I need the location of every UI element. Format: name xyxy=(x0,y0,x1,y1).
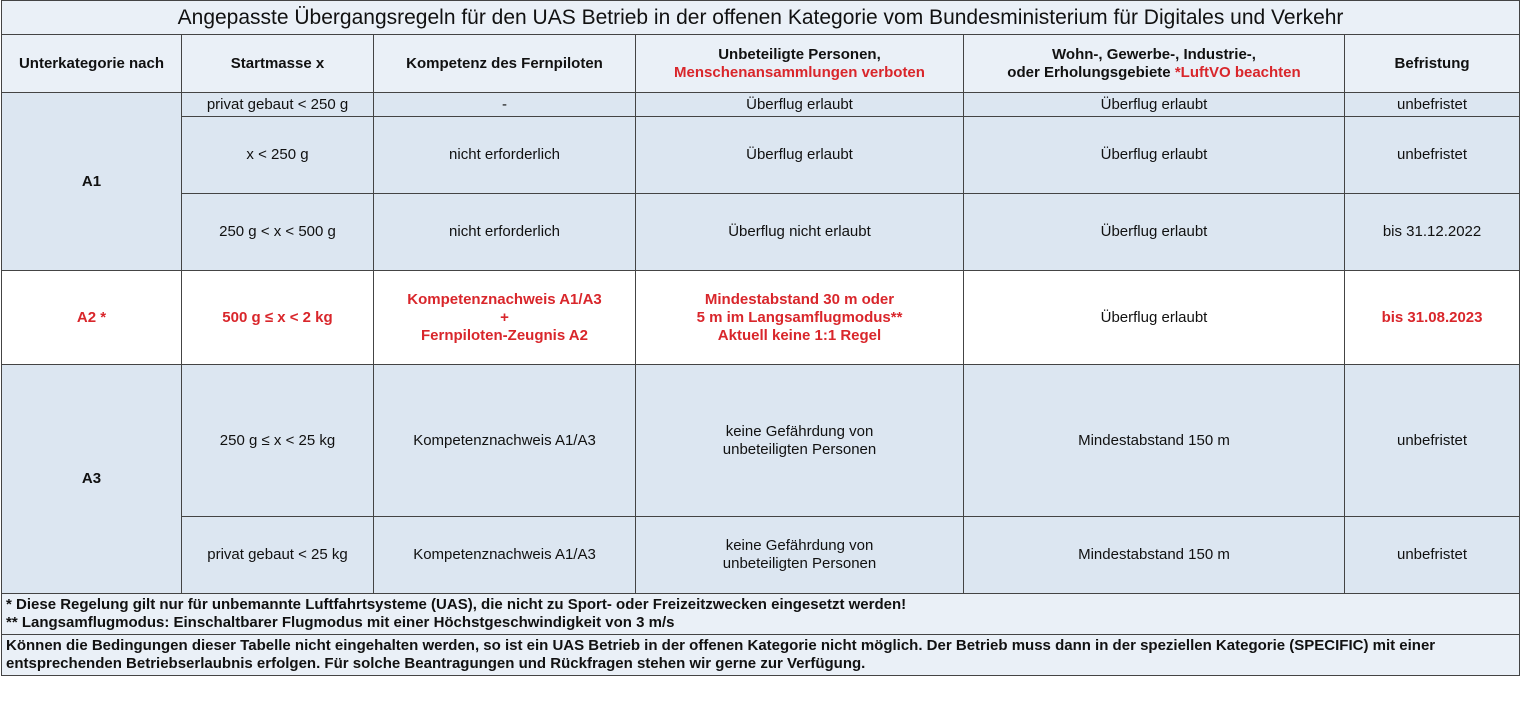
table-row xyxy=(2,93,1520,117)
persons-line3: Aktuell keine 1:1 Regel xyxy=(717,326,882,344)
table-row xyxy=(2,117,1520,194)
cell-mass: 250 g ≤ x < 25 kg xyxy=(182,365,374,517)
cell-areas: Überflug erlaubt xyxy=(964,194,1345,271)
cell-mass: 500 g ≤ x < 2 kg xyxy=(182,271,374,365)
cell-mass: 250 g < x < 500 g xyxy=(182,194,374,271)
subcategory-a3: A3 xyxy=(2,365,182,594)
table-row xyxy=(2,194,1520,271)
header-persons-line2: Menschenansammlungen verboten xyxy=(674,63,925,81)
uas-rules-table xyxy=(1,0,1520,676)
cell-areas: Überflug erlaubt xyxy=(964,271,1345,365)
cell-mass: privat gebaut < 250 g xyxy=(182,93,374,117)
persons-line2: unbeteiligten Personen xyxy=(722,555,877,572)
cell-term: unbefristet xyxy=(1345,517,1520,594)
cell-mass: privat gebaut < 25 kg xyxy=(182,517,374,594)
cell-competence: Kompetenznachweis A1/A3 xyxy=(374,365,636,517)
competence-line1: Kompetenznachweis A1/A3 xyxy=(407,290,602,308)
cell-competence xyxy=(374,271,636,365)
header-term: Befristung xyxy=(1345,35,1520,93)
cell-areas: Mindestabstand 150 m xyxy=(964,517,1345,594)
cell-persons: Überflug erlaubt xyxy=(636,93,964,117)
cell-term: bis 31.08.2023 xyxy=(1345,271,1520,365)
header-persons-line1: Unbeteiligte Personen, xyxy=(718,45,881,63)
cell-areas: Überflug erlaubt xyxy=(964,117,1345,194)
header-persons xyxy=(636,35,964,93)
header-areas-luftvo: *LuftVO beachten xyxy=(1174,63,1301,81)
table-row xyxy=(2,271,1520,365)
cell-competence: Kompetenznachweis A1/A3 xyxy=(374,517,636,594)
cell-term: bis 31.12.2022 xyxy=(1345,194,1520,271)
cell-persons xyxy=(636,271,964,365)
footnote-1: * Diese Regelung gilt nur für unbemannte Luftfahrtsysteme (UAS), die nicht zu Sport- oder Freizeitzwecken eingesetzt werden! xyxy=(6,596,907,613)
table-row xyxy=(2,365,1520,517)
cell-term: unbefristet xyxy=(1345,365,1520,517)
header-areas-line2 xyxy=(967,64,1341,82)
persons-line1: keine Gefährdung von xyxy=(725,422,874,440)
subcategory-a2: A2 * xyxy=(2,271,182,365)
persons-line1: keine Gefährdung von xyxy=(725,537,874,554)
closing-note: Können die Bedingungen dieser Tabelle nicht eingehalten werden, so ist ein UAS Betrieb in der offenen Kategorie nicht möglich. Der Betrieb muss dann in der speziellen Kategorie (SPECIFIC) mit einer entsprechenden Betriebserlaubnis erfolgen. Für solche Beantragungen und Rückfragen stehen wir gerne zur Verfügung. xyxy=(2,635,1520,676)
cell-persons xyxy=(636,517,964,594)
competence-line3: Fernpiloten-Zeugnis A2 xyxy=(421,326,588,344)
footnotes xyxy=(2,594,1520,635)
header-areas-prefix: oder Erholungsgebiete xyxy=(1007,63,1175,81)
persons-line1: Mindestabstand 30 m oder xyxy=(704,290,895,308)
table-row xyxy=(2,517,1520,594)
persons-line2: 5 m im Langsamflugmodus** xyxy=(696,308,903,326)
header-subcategory: Unterkategorie nach xyxy=(2,35,182,93)
header-competence: Kompetenz des Fernpiloten xyxy=(374,35,636,93)
cell-mass: x < 250 g xyxy=(182,117,374,194)
cell-areas: Überflug erlaubt xyxy=(964,93,1345,117)
header-areas-line1: Wohn-, Gewerbe-, Industrie-, xyxy=(1052,45,1256,63)
header-start-mass: Startmasse x xyxy=(182,35,374,93)
cell-areas: Mindestabstand 150 m xyxy=(964,365,1345,517)
subcategory-a1: A1 xyxy=(2,93,182,271)
competence-line2: + xyxy=(500,308,509,326)
cell-competence: - xyxy=(374,93,636,117)
table-title: Angepasste Übergangsregeln für den UAS Betrieb in der offenen Kategorie vom Bundesministerium für Digitales und Verkehr xyxy=(2,1,1520,35)
cell-term: unbefristet xyxy=(1345,117,1520,194)
cell-competence: nicht erforderlich xyxy=(374,117,636,194)
cell-persons xyxy=(636,365,964,517)
footnote-2: ** Langsamflugmodus: Einschaltbarer Flugmodus mit einer Höchstgeschwindigkeit von 3 m/s xyxy=(6,614,675,631)
cell-persons: Überflug erlaubt xyxy=(636,117,964,194)
header-areas xyxy=(964,35,1345,93)
persons-line2: unbeteiligten Personen xyxy=(722,440,877,458)
cell-persons: Überflug nicht erlaubt xyxy=(636,194,964,271)
cell-term: unbefristet xyxy=(1345,93,1520,117)
cell-competence: nicht erforderlich xyxy=(374,194,636,271)
